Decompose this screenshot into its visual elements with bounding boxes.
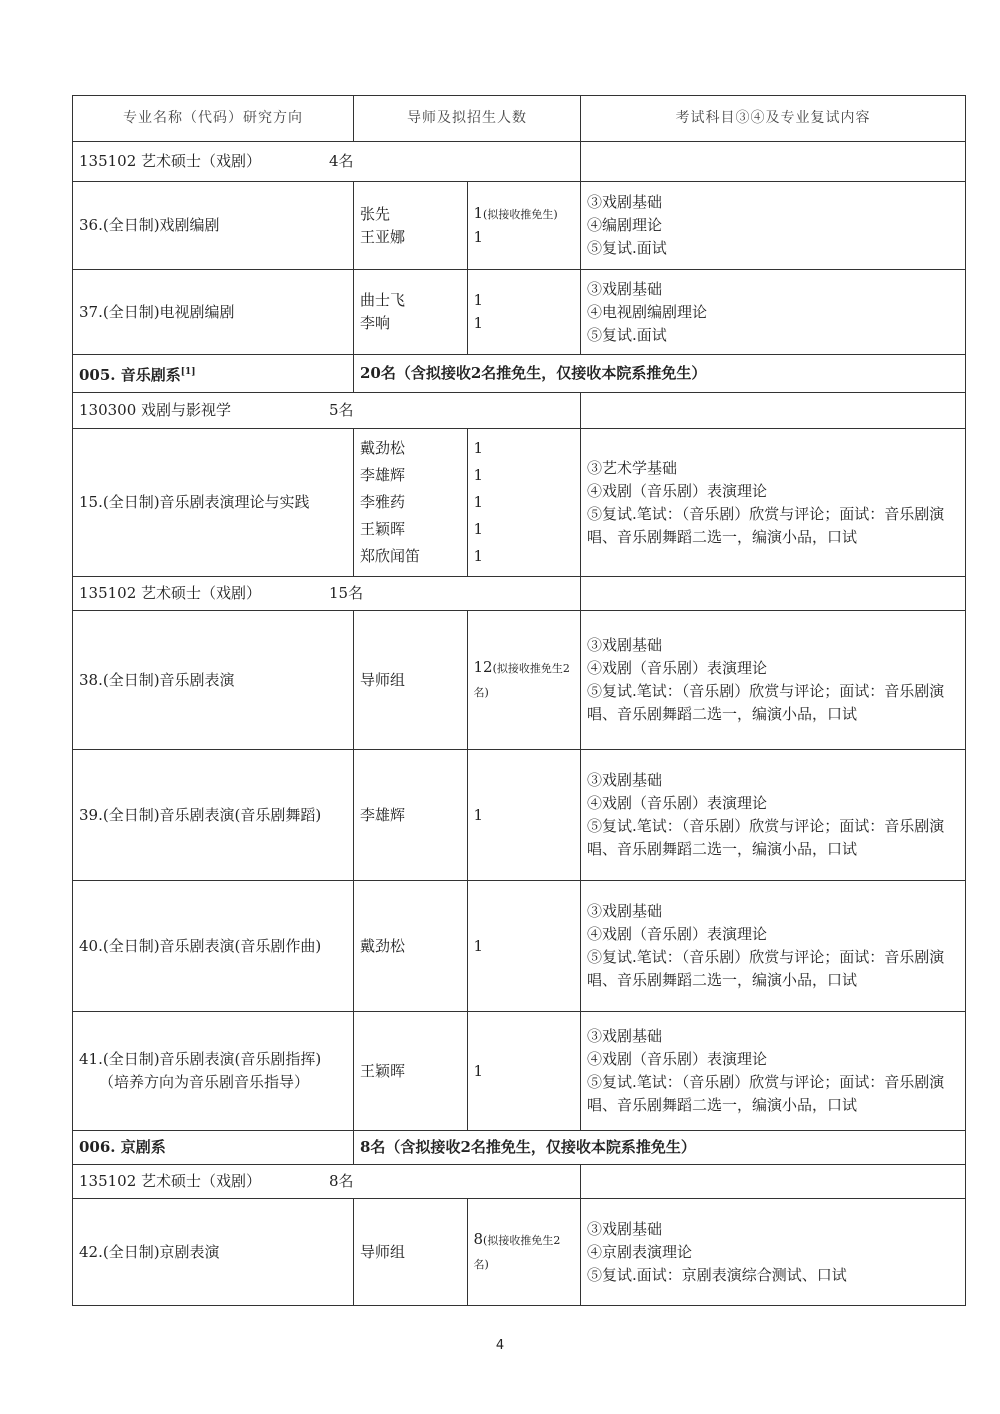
subject-line: ⑤复试.面试 <box>587 325 667 344</box>
empty-cell <box>581 393 966 429</box>
subjects-cell <box>581 881 966 1012</box>
mentor-name: 李雅药 <box>360 493 406 511</box>
mentor-name: 导师组 <box>360 1242 406 1261</box>
quota-value: 1 <box>473 228 484 246</box>
subjects-cell <box>581 429 966 577</box>
degree-count: 4名 <box>329 152 354 170</box>
quota-cell <box>467 881 581 1012</box>
subject-line: ④戏剧（音乐剧）表演理论 <box>587 481 768 500</box>
subject-line: ④戏剧（音乐剧）表演理论 <box>587 659 768 677</box>
empty-cell <box>581 142 966 182</box>
quota-cell <box>467 270 581 355</box>
department-count: 20名（含拟接收2名推免生，仅接收本院系推免生） <box>354 355 966 393</box>
mentor-cell <box>354 182 468 270</box>
quota-value: 1 <box>473 466 484 484</box>
mentor-name: 王亚娜 <box>360 227 406 246</box>
subject-line: ④电视剧编剧理论 <box>587 302 708 321</box>
direction-name: 15.(全日制)音乐剧表演理论与实践 <box>73 429 354 577</box>
mentor-cell <box>354 429 468 577</box>
quota-value: 1 <box>473 936 484 955</box>
quota-cell <box>467 611 581 750</box>
quota-value: 1 <box>473 805 484 824</box>
subjects-cell <box>581 270 966 355</box>
direction-name: 38.(全日制)音乐剧表演 <box>73 611 354 750</box>
direction-row <box>73 270 966 355</box>
degree-row <box>73 393 966 429</box>
subject-line: ⑤复试.笔试：（音乐剧）欣赏与评论；面试：音乐剧演唱、音乐剧舞蹈二选一，编演小品，口试 <box>587 1073 945 1114</box>
direction-row <box>73 429 966 577</box>
degree-name: 135102 艺术硕士（戏剧） <box>79 152 262 170</box>
degree-row <box>73 1165 966 1199</box>
header-subjects: 考试科目③④及专业复试内容 <box>581 96 966 142</box>
subject-line: ⑤复试.面试 <box>587 239 667 257</box>
subject-line: ③艺术学基础 <box>587 458 678 477</box>
direction-row <box>73 611 966 750</box>
degree-cell <box>73 577 581 611</box>
mentor-name: 戴劲松 <box>360 936 406 955</box>
quota-note: (拟接收推免生2名) <box>473 1234 561 1271</box>
quota-value: 8 <box>473 1230 484 1248</box>
direction-name: 40.(全日制)音乐剧表演(音乐剧作曲) <box>73 881 354 1012</box>
empty-cell <box>581 577 966 611</box>
mentor-name: 郑欣闻笛 <box>360 547 421 565</box>
degree-row <box>73 577 966 611</box>
quota-value: 1 <box>473 520 484 538</box>
mentor-cell <box>354 1199 468 1306</box>
subjects-cell <box>581 1199 966 1306</box>
department-count: 8名（含拟接收2名推免生，仅接收本院系推免生） <box>354 1131 966 1165</box>
direction-name: 41.(全日制)音乐剧表演(音乐剧指挥) <box>79 1050 322 1068</box>
degree-count: 8名 <box>329 1172 354 1190</box>
mentor-cell <box>354 881 468 1012</box>
subject-line: ⑤复试.笔试：（音乐剧）欣赏与评论；面试：音乐剧演唱、音乐剧舞蹈二选一，编演小品，口试 <box>587 504 945 546</box>
direction-cell <box>73 1012 354 1131</box>
direction-row <box>73 1199 966 1306</box>
quota-value: 1 <box>473 439 484 457</box>
degree-name: 130300 戏剧与影视学 <box>79 401 232 419</box>
degree-count: 15名 <box>329 584 364 602</box>
quota-value: 1 <box>473 493 484 511</box>
subject-line: ③戏剧基础 <box>587 771 663 789</box>
direction-row <box>73 182 966 270</box>
subject-line: ⑤复试.笔试：（音乐剧）欣赏与评论；面试：音乐剧演唱、音乐剧舞蹈二选一，编演小品，口试 <box>587 817 945 858</box>
degree-count: 5名 <box>329 401 354 419</box>
direction-note: （培养方向为音乐剧音乐指导） <box>99 1073 310 1091</box>
header-mentors: 导师及拟招生人数 <box>354 96 581 142</box>
mentor-cell <box>354 750 468 881</box>
quota-cell <box>467 182 581 270</box>
mentor-name: 导师组 <box>360 670 406 689</box>
mentor-name: 李雄辉 <box>360 805 406 824</box>
mentor-name: 王颖晖 <box>360 1061 406 1080</box>
subject-line: ③戏剧基础 <box>587 1219 663 1238</box>
mentor-name: 戴劲松 <box>360 439 406 457</box>
quota-cell <box>467 1012 581 1131</box>
subjects-cell <box>581 182 966 270</box>
mentor-name: 曲士飞 <box>360 291 406 309</box>
subject-line: ③戏剧基础 <box>587 193 663 211</box>
degree-name: 135102 艺术硕士（戏剧） <box>79 1172 262 1190</box>
subject-line: ③戏剧基础 <box>587 636 663 654</box>
header-direction: 专业名称（代码）研究方向 <box>73 96 354 142</box>
degree-cell <box>73 393 581 429</box>
mentor-cell <box>354 270 468 355</box>
direction-row <box>73 1012 966 1131</box>
subject-line: ④戏剧（音乐剧）表演理论 <box>587 1050 768 1068</box>
quota-note: (拟接收推免生2名) <box>473 662 570 699</box>
subject-line: ⑤复试.面试：京剧表演综合测试、口试 <box>587 1265 847 1284</box>
page-number: 4 <box>495 1338 505 1353</box>
subject-line: ③戏剧基础 <box>587 1027 663 1045</box>
mentor-name: 王颖晖 <box>360 520 406 538</box>
degree-cell <box>73 142 581 182</box>
quota-value: 12 <box>473 658 493 676</box>
department-name: 005. 音乐剧系 <box>79 365 181 384</box>
direction-name: 36.(全日制)戏剧编剧 <box>73 182 354 270</box>
degree-name: 135102 艺术硕士（戏剧） <box>79 584 262 602</box>
degree-cell <box>73 1165 581 1199</box>
mentor-name: 李雄辉 <box>360 466 406 484</box>
quota-cell <box>467 429 581 577</box>
subject-line: ③戏剧基础 <box>587 902 663 920</box>
direction-row <box>73 750 966 881</box>
subject-line: ⑤复试.笔试：（音乐剧）欣赏与评论；面试：音乐剧演唱、音乐剧舞蹈二选一，编演小品，口试 <box>587 948 945 989</box>
mentor-cell <box>354 1012 468 1131</box>
department-row <box>73 1131 966 1165</box>
empty-cell <box>581 1165 966 1199</box>
department-name: 006. 京剧系 <box>73 1131 354 1165</box>
direction-name: 42.(全日制)京剧表演 <box>73 1199 354 1306</box>
department-row <box>73 355 966 393</box>
subjects-cell <box>581 1012 966 1131</box>
subject-line: ④戏剧（音乐剧）表演理论 <box>587 925 768 943</box>
quota-value: 1 <box>473 291 484 309</box>
degree-row <box>73 142 966 182</box>
quota-note: (拟接收推免生) <box>483 208 558 221</box>
department-name-cell <box>73 355 354 393</box>
subject-line: ③戏剧基础 <box>587 279 663 298</box>
quota-cell <box>467 750 581 881</box>
table-header-row <box>73 96 966 142</box>
subject-line: ④京剧表演理论 <box>587 1242 693 1261</box>
direction-row <box>73 881 966 1012</box>
direction-name: 37.(全日制)电视剧编剧 <box>73 270 354 355</box>
quota-value: 1 <box>473 204 484 222</box>
mentor-name: 张先 <box>360 204 391 223</box>
quota-cell <box>467 1199 581 1306</box>
quota-value: 1 <box>473 1061 484 1080</box>
subject-line: ④戏剧（音乐剧）表演理论 <box>587 794 768 812</box>
mentor-cell <box>354 611 468 750</box>
mentor-name: 李响 <box>360 314 391 332</box>
quota-value: 1 <box>473 547 484 565</box>
footnote-mark: [1] <box>180 366 196 377</box>
subjects-cell <box>581 750 966 881</box>
subject-line: ④编剧理论 <box>587 216 663 234</box>
subject-line: ⑤复试.笔试：（音乐剧）欣赏与评论；面试：音乐剧演唱、音乐剧舞蹈二选一，编演小品，口试 <box>587 682 945 723</box>
quota-value: 1 <box>473 314 484 332</box>
subjects-cell <box>581 611 966 750</box>
direction-name: 39.(全日制)音乐剧表演(音乐剧舞蹈) <box>73 750 354 881</box>
enrollment-table <box>72 95 966 1306</box>
